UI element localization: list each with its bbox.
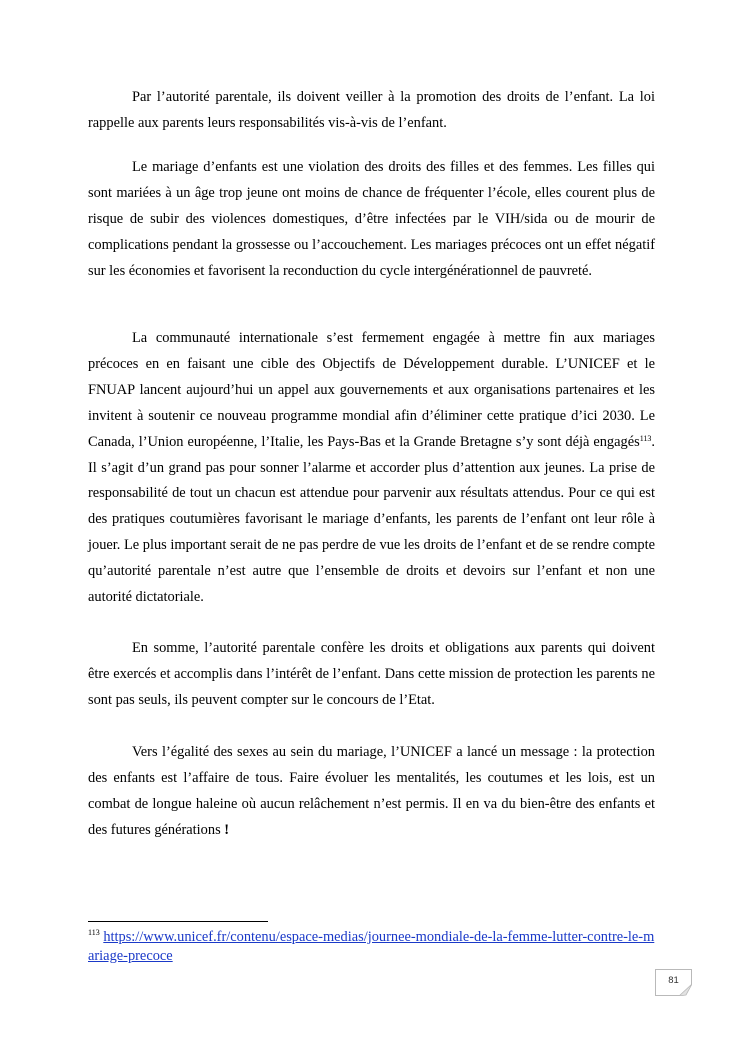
paragraph-conclusion [88,636,655,714]
paragraph-international-community [88,326,655,611]
page-number: 81 [668,975,679,986]
paragraph-text: Le mariage d’enfants est une violation des droits des filles et des femmes. Les filles qui sont mariées à un âge trop jeune ont moins de chance de fréquenter l’école, elles courent plus de risque de subir des violences domestiques, d’être infectées par le VIH/sida ou de mourir de complications pendant la grossesse ou l’accouchement. Les mariages précoces ont un effet négatif sur les économies et favorisent la reconduction du cycle intergénérationnel de pauvreté. [88,159,655,279]
page-curl-icon [679,984,692,996]
footnote-number: 113 [88,928,100,937]
paragraph-text: Par l’autorité parentale, ils doivent veiller à la promotion des droits de l’enfant. La loi rappelle aux parents leurs responsabilités vis-à-vis de l’enfant. [88,89,655,131]
footnote [88,928,655,966]
paragraph-text: Vers l’égalité des sexes au sein du mariage, l’UNICEF a lancé un message : la protection des enfants est l’affaire de tous. Faire évoluer les mentalités, les coutumes et les lois, est un combat de longue haleine où aucun relâchement n’est permis. Il en va du bien-être des enfants et des futures générations [88,744,655,838]
paragraph-text: La communauté internationale s’est fermement engagée à mettre fin aux mariages précoces en en faisant une cible des Objectifs de Développement durable. L’UNICEF et le FNUAP lancent aujourd’hui un appel aux gouvernements et aux organisations partenaires et les invitent à soutenir ce nouveau programme mondial afin d’éliminer cette pratique d’ici 2030. Le Canada, l’Union européenne, l’Italie, les Pays-Bas et la Grande Bretagne s’y sont déjà engagés [88,330,655,450]
footnote-link[interactable]: https://www.unicef.fr/contenu/espace-medias/journee-mondiale-de-la-femme-lutter-contre-le-mariage-precoce [88,929,655,964]
paragraph-equality [88,740,655,844]
footnote-reference: 113 [639,433,652,443]
paragraph-child-marriage [88,155,655,285]
footnote-separator [88,921,268,922]
exclamation-mark: ! [224,821,230,838]
paragraph-text: En somme, l’autorité parentale confère les droits et obligations aux parents qui doivent être exercés et accomplis dans l’intérêt de l’enfant. Dans cette mission de protection les parents ne sont pas seuls, ils peuvent compter sur le concours de l’Etat. [88,640,655,708]
paragraph-parental-authority [88,85,655,137]
paragraph-text-continued: . Il s’agit d’un grand pas pour sonner l’alarme et accorder plus d’attention aux jeunes. La prise de responsabilité de tout un chacun est attendue pour parvenir aux résultats attendus. Pour ce qui est des pratiques coutumières favorisant le mariage d’enfants, les parents de l’enfant ont leur rôle à jouer. Le plus important serait de ne pas perdre de vue les droits de l’enfant et de se rendre compte qu’autorité parentale n’est autre que l’ensemble de droits et devoirs sur l’enfant et non une autorité dictatoriale. [88,433,655,606]
